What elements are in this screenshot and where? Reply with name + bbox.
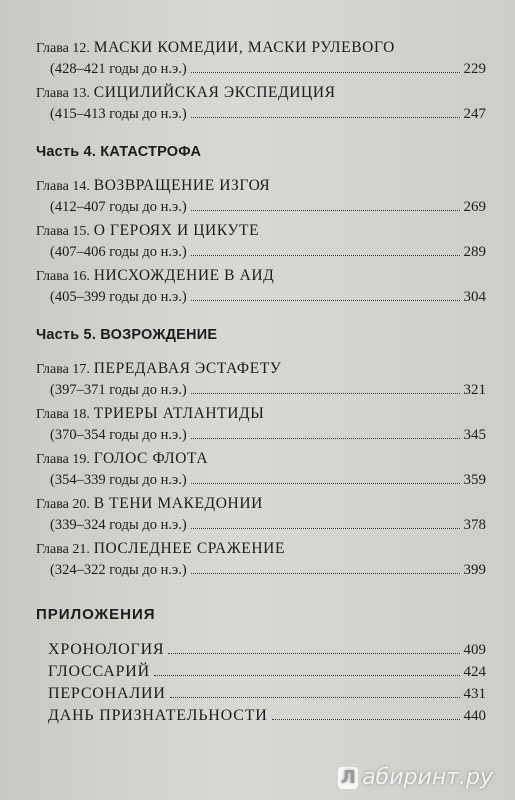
chapter-group-part3-end: [36, 38, 486, 124]
chapter-label: Глава 14.: [36, 179, 90, 194]
chapter-title-line: [36, 539, 486, 560]
dot-leader: [191, 393, 460, 394]
chapter-label: Глава 12.: [36, 41, 90, 56]
chapter-label: Глава 16.: [36, 269, 90, 284]
page-number: 424: [463, 664, 486, 680]
appendix-title: ГЛОССАРИЙ: [48, 663, 150, 680]
page-number: 378: [463, 517, 486, 533]
chapter-title-line: [36, 176, 486, 197]
chapter-group-part5: [36, 359, 486, 580]
chapter-years: (405–399 годы до н.э.): [50, 289, 187, 305]
toc-chapter-entry[interactable]: [36, 221, 486, 262]
chapter-years-line: [36, 197, 486, 217]
chapter-years: (370–354 годы до н.э.): [50, 427, 187, 443]
appendix-title: ХРОНОЛОГИЯ: [48, 641, 165, 658]
appendix-entry[interactable]: [48, 705, 486, 727]
chapter-label: Глава 21.: [36, 542, 90, 557]
appendix-list: [36, 639, 486, 727]
page-number: 409: [463, 642, 486, 658]
toc-chapter-entry[interactable]: [36, 83, 486, 124]
page-number: 304: [463, 289, 486, 305]
chapter-label: Глава 13.: [36, 86, 90, 101]
chapter-years: (412–407 годы до н.э.): [50, 199, 187, 215]
chapter-years: (339–324 годы до н.э.): [50, 517, 187, 533]
toc-chapter-entry[interactable]: [36, 494, 486, 535]
dot-leader: [191, 72, 460, 73]
chapter-years-line: [36, 104, 486, 124]
chapter-title-line: [36, 266, 486, 287]
dot-leader: [191, 573, 460, 574]
chapter-label: Глава 18.: [36, 407, 90, 422]
toc-chapter-entry[interactable]: [36, 449, 486, 490]
chapter-years: (397–371 годы до н.э.): [50, 382, 187, 398]
chapter-title-line: [36, 359, 486, 380]
dot-leader: [191, 528, 460, 529]
toc-chapter-entry[interactable]: [36, 38, 486, 79]
chapter-group-part4: [36, 176, 486, 307]
chapter-years: (407–406 годы до н.э.): [50, 244, 187, 260]
chapter-years-line: [36, 470, 486, 490]
page-number: 431: [463, 686, 486, 702]
chapter-title: В ТЕНИ МАКЕДОНИИ: [93, 495, 263, 512]
toc-chapter-entry[interactable]: [36, 266, 486, 307]
chapter-title-line: [36, 221, 486, 242]
chapter-years-line: [36, 242, 486, 262]
dot-leader: [191, 300, 460, 301]
chapter-years-line: [36, 560, 486, 580]
page-number: 359: [463, 472, 486, 488]
chapter-label: Глава 20.: [36, 497, 90, 512]
chapter-label: Глава 17.: [36, 362, 90, 377]
dot-leader: [191, 117, 460, 118]
chapter-years-line: [36, 59, 486, 79]
chapter-title: МАСКИ КОМЕДИИ, МАСКИ РУЛЕВОГО: [93, 39, 395, 56]
toc-chapter-entry[interactable]: [36, 176, 486, 217]
toc-chapter-entry[interactable]: [36, 539, 486, 580]
labirint-logo-icon: Л: [338, 767, 358, 789]
page-number: 345: [463, 427, 486, 443]
table-of-contents: [36, 38, 486, 727]
chapter-years: (428–421 годы до н.э.): [50, 61, 187, 77]
page-number: 229: [463, 61, 486, 77]
appendix-entry[interactable]: [48, 683, 486, 705]
chapter-years: (415–413 годы до н.э.): [50, 106, 187, 122]
labirint-watermark: [338, 765, 493, 790]
dot-leader: [168, 653, 459, 654]
page-number: 247: [463, 106, 486, 122]
chapter-title: О ГЕРОЯХ И ЦИКУТЕ: [93, 222, 260, 239]
dot-leader: [191, 210, 460, 211]
dot-leader: [191, 483, 460, 484]
dot-leader: [170, 697, 460, 698]
chapter-title-line: [36, 449, 486, 470]
page-number: 289: [463, 244, 486, 260]
chapter-title-line: [36, 83, 486, 104]
chapter-title: СИЦИЛИЙСКАЯ ЭКСПЕДИЦИЯ: [93, 84, 336, 101]
toc-chapter-entry[interactable]: [36, 359, 486, 400]
appendix-entry[interactable]: [48, 639, 486, 661]
page-number: 440: [463, 708, 486, 724]
page-number: 321: [463, 382, 486, 398]
chapter-years-line: [36, 425, 486, 445]
page-number: 399: [463, 562, 486, 578]
dot-leader: [191, 255, 460, 256]
dot-leader: [154, 675, 460, 676]
appendix-entry[interactable]: [48, 661, 486, 683]
chapter-title: ВОЗВРАЩЕНИЕ ИЗГОЯ: [93, 177, 271, 194]
chapter-years: (354–339 годы до н.э.): [50, 472, 187, 488]
chapter-title-line: [36, 38, 486, 59]
page-number: 269: [463, 199, 486, 215]
appendix-heading: ПРИЛОЖЕНИЯ: [36, 606, 156, 623]
chapter-years-line: [36, 515, 486, 535]
chapter-title: ПЕРЕДАВАЯ ЭСТАФЕТУ: [93, 360, 282, 377]
chapter-years-line: [36, 380, 486, 400]
chapter-label: Глава 19.: [36, 452, 90, 467]
chapter-title-line: [36, 404, 486, 425]
chapter-title: ГОЛОС ФЛОТА: [93, 450, 209, 467]
toc-chapter-entry[interactable]: [36, 404, 486, 445]
dot-leader: [191, 438, 460, 439]
chapter-title: ПОСЛЕДНЕЕ СРАЖЕНИЕ: [93, 540, 286, 557]
chapter-title: ТРИЕРЫ АТЛАНТИДЫ: [93, 405, 265, 422]
chapter-label: Глава 15.: [36, 224, 90, 239]
dot-leader: [272, 719, 460, 720]
part-heading-5: Часть 5. ВОЗРОЖДЕНИЕ: [36, 327, 218, 343]
part-heading-4: Часть 4. КАТАСТРОФА: [36, 144, 202, 160]
chapter-years: (324–322 годы до н.э.): [50, 562, 187, 578]
chapter-title: НИСХОЖДЕНИЕ В АИД: [93, 267, 275, 284]
chapter-title-line: [36, 494, 486, 515]
watermark-text: абиринт.ру: [362, 765, 493, 790]
appendix-title: ДАНЬ ПРИЗНАТЕЛЬНОСТИ: [48, 707, 268, 724]
chapter-years-line: [36, 287, 486, 307]
appendix-title: ПЕРСОНАЛИИ: [48, 685, 166, 702]
